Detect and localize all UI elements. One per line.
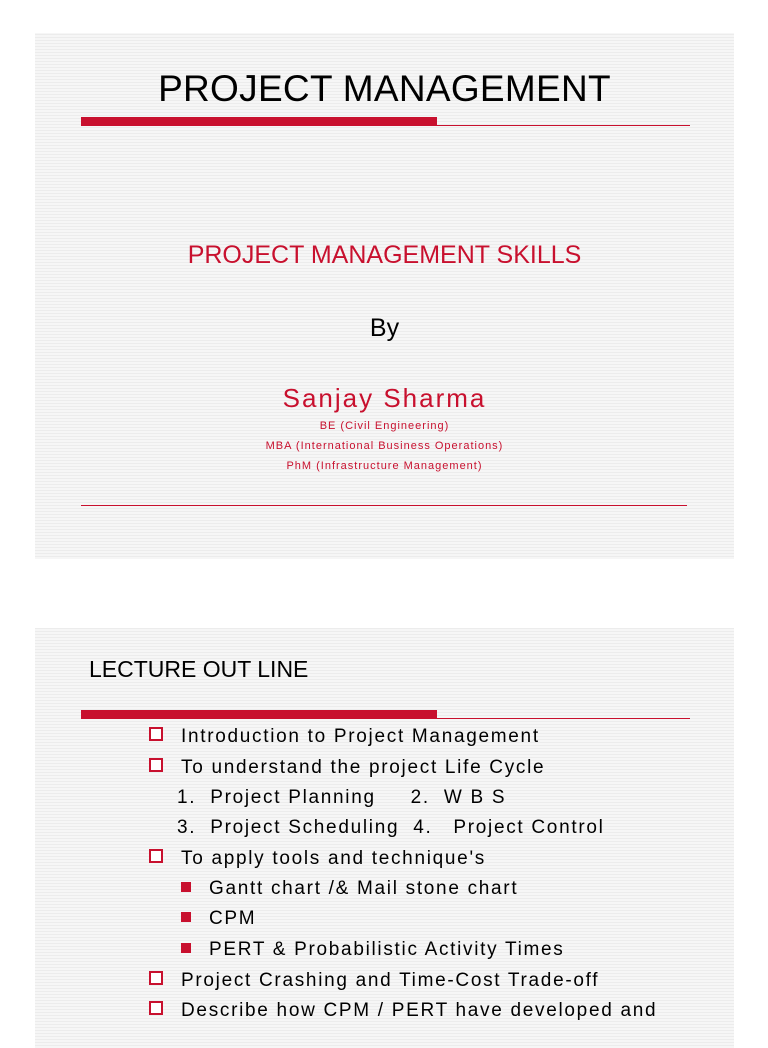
slide-subtitle: PROJECT MANAGEMENT SKILLS: [187, 241, 582, 269]
list-item: CPM: [181, 908, 256, 930]
credential-line: PhM (Infrastructure Management): [286, 460, 483, 472]
list-item: Project Crashing and Time-Cost Trade-off: [149, 970, 599, 992]
title-underline-thin: [437, 125, 690, 126]
list-item: Introduction to Project Management: [149, 726, 540, 748]
hollow-square-bullet-icon: [149, 849, 163, 863]
filled-square-bullet-icon: [181, 943, 191, 953]
slide-title: PROJECT MANAGEMENT: [158, 68, 611, 109]
filled-square-bullet-icon: [181, 912, 191, 922]
list-item: 1. Project Planning 2. W B S: [177, 787, 507, 808]
title-underline-thick: [81, 710, 437, 719]
list-item: PERT & Probabilistic Activity Times: [181, 939, 565, 961]
author-name: Sanjay Sharma: [282, 383, 487, 413]
list-item: To apply tools and technique's: [149, 848, 486, 870]
divider-line: [81, 505, 687, 506]
outline-slide: [35, 628, 734, 1048]
slide-title: LECTURE OUT LINE: [89, 656, 309, 682]
list-item: 3. Project Scheduling 4. Project Control: [177, 817, 605, 838]
hollow-square-bullet-icon: [149, 1001, 163, 1015]
hollow-square-bullet-icon: [149, 971, 163, 985]
title-underline-thin: [437, 718, 690, 719]
list-item: To understand the project Life Cycle: [149, 757, 545, 779]
filled-square-bullet-icon: [181, 882, 191, 892]
credential-line: BE (Civil Engineering): [319, 420, 450, 432]
by-label: By: [369, 314, 400, 342]
hollow-square-bullet-icon: [149, 758, 163, 772]
title-slide: [35, 33, 734, 559]
list-item: Gantt chart /& Mail stone chart: [181, 878, 518, 900]
credential-line: MBA (International Business Operations): [265, 440, 504, 452]
hollow-square-bullet-icon: [149, 727, 163, 741]
list-item: Describe how CPM / PERT have developed and: [149, 1000, 657, 1022]
title-underline-thick: [81, 117, 437, 126]
